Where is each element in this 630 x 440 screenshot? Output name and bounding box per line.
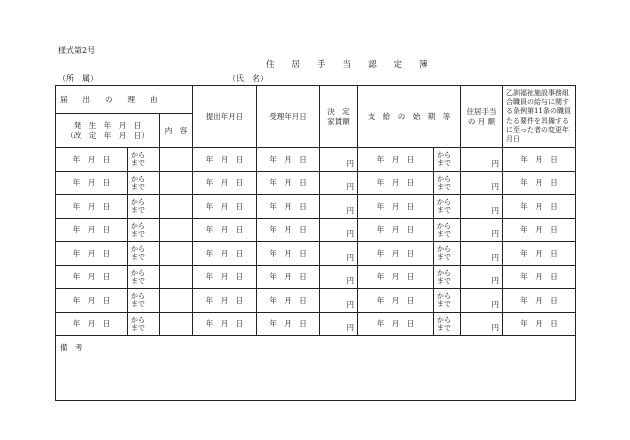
from-label: から: [131, 268, 145, 277]
date-placeholder: 年 月 日: [376, 272, 415, 282]
date-placeholder: 年 月 日: [205, 295, 244, 305]
until-label: まで: [437, 323, 452, 332]
occurrence-date-cell[interactable]: [56, 171, 128, 195]
content-cell[interactable]: [160, 171, 193, 195]
date-placeholder: 年 月 日: [269, 178, 307, 188]
payment-start-date-cell[interactable]: [358, 218, 434, 242]
yen-unit: 円: [491, 158, 500, 168]
yen-unit: 円: [346, 299, 355, 309]
submission-date-header: 提出年月日: [193, 86, 257, 148]
payment-start-header: 支 給 の 始 期 等: [358, 86, 461, 148]
yen-unit: 円: [346, 205, 355, 215]
date-placeholder: 年 月 日: [376, 319, 415, 329]
rent-amount-cell[interactable]: [320, 195, 358, 219]
until-label: まで: [131, 300, 145, 309]
from-label: から: [131, 292, 145, 301]
submission-date-cell[interactable]: [193, 148, 257, 172]
processing-date-header: 受理年月日: [257, 86, 320, 148]
change-date-cell[interactable]: [503, 242, 576, 266]
content-cell[interactable]: [160, 148, 193, 172]
title-char: 住: [266, 60, 275, 70]
date-placeholder: 年 月 日: [205, 154, 244, 164]
until-label: まで: [131, 229, 145, 238]
submission-date-cell[interactable]: [193, 195, 257, 219]
table-row: [56, 195, 576, 219]
date-placeholder: 年 月 日: [205, 178, 244, 188]
remarks-label: 備 考: [60, 343, 83, 352]
change-date-cell[interactable]: [503, 195, 576, 219]
submission-date-cell[interactable]: [193, 171, 257, 195]
table-row: [56, 312, 576, 336]
payment-period-cell[interactable]: [434, 218, 461, 242]
occurrence-date-cell[interactable]: [56, 218, 128, 242]
until-label: まで: [437, 182, 452, 191]
revision-date-label: （改 定 年 月 日）: [66, 130, 149, 140]
submission-date-cell[interactable]: [193, 312, 257, 336]
from-label: から: [437, 292, 452, 301]
content-cell[interactable]: [160, 195, 193, 219]
payment-start-date-cell[interactable]: [358, 312, 434, 336]
title-char: 居: [291, 60, 301, 70]
submission-date-cell[interactable]: [193, 218, 257, 242]
until-label: まで: [437, 276, 452, 285]
content-cell[interactable]: [160, 265, 193, 289]
change-date-cell[interactable]: [503, 171, 576, 195]
date-placeholder: 年 月 日: [269, 295, 307, 305]
date-placeholder: 年 月 日: [520, 225, 558, 235]
from-label: から: [437, 315, 452, 324]
period-cell[interactable]: [128, 195, 160, 219]
date-placeholder: 年 月 日: [72, 272, 111, 282]
date-placeholder: 年 月 日: [72, 201, 111, 211]
date-placeholder: 年 月 日: [269, 248, 307, 258]
date-placeholder: 年 月 日: [520, 154, 558, 164]
payment-start-date-cell[interactable]: [358, 195, 434, 219]
date-placeholder: 年 月 日: [520, 178, 558, 188]
date-placeholder: 年 月 日: [269, 201, 307, 211]
title-char: 当: [342, 60, 352, 70]
affiliation-label: （所 属）: [58, 74, 98, 83]
yen-unit: 円: [346, 158, 355, 168]
from-label: から: [437, 198, 452, 207]
yen-unit: 円: [491, 229, 500, 238]
from-label: から: [131, 221, 145, 230]
rent-amount-cell[interactable]: [320, 242, 358, 266]
until-label: まで: [131, 276, 145, 285]
date-placeholder: 年 月 日: [269, 225, 307, 235]
table-row: [56, 148, 576, 172]
until-label: まで: [437, 253, 452, 262]
table-row: [56, 265, 576, 289]
occurrence-date-cell[interactable]: [56, 195, 128, 219]
submission-date-cell[interactable]: [193, 242, 257, 266]
from-label: から: [131, 198, 145, 207]
date-placeholder: 年 月 日: [376, 201, 415, 211]
change-date-cell[interactable]: [503, 148, 576, 172]
payment-period-cell[interactable]: [434, 289, 461, 313]
date-placeholder: 年 月 日: [520, 248, 558, 258]
date-placeholder: 年 月 日: [205, 225, 244, 235]
rent-amount-cell[interactable]: [320, 289, 358, 313]
occurrence-date-cell[interactable]: [56, 289, 128, 313]
until-label: まで: [437, 159, 452, 168]
from-label: から: [131, 245, 145, 254]
date-placeholder: 年 月 日: [72, 295, 111, 305]
period-cell[interactable]: [128, 242, 160, 266]
submission-date-cell[interactable]: [193, 289, 257, 313]
until-label: まで: [437, 300, 452, 309]
allowance-amount-cell[interactable]: [461, 265, 503, 289]
payment-start-date-cell[interactable]: [358, 148, 434, 172]
table-row: [56, 218, 576, 242]
from-label: から: [131, 151, 145, 160]
period-cell[interactable]: [128, 218, 160, 242]
period-cell[interactable]: [128, 312, 160, 336]
content-cell[interactable]: [160, 218, 193, 242]
period-cell[interactable]: [128, 171, 160, 195]
allowance-amount-cell[interactable]: [461, 171, 503, 195]
from-label: から: [437, 245, 452, 254]
submission-date-cell[interactable]: [193, 265, 257, 289]
until-label: まで: [131, 253, 145, 262]
payment-period-cell[interactable]: [434, 242, 461, 266]
date-placeholder: 年 月 日: [72, 178, 111, 188]
allowance-amount-cell[interactable]: [461, 218, 503, 242]
yen-unit: 円: [491, 252, 500, 262]
allowance-amount-cell[interactable]: [461, 242, 503, 266]
processing-date-cell[interactable]: [257, 218, 320, 242]
date-placeholder: 年 月 日: [72, 319, 111, 329]
form-title: [266, 61, 445, 70]
change-date-header: 乙訓福祉施設事務組合職員の給与に関する条例第11条の職員たる要件を具備するに至った者の変更年月日: [503, 86, 576, 148]
date-placeholder: 年 月 日: [520, 201, 558, 211]
until-label: まで: [131, 206, 145, 215]
date-placeholder: 年 月 日: [269, 319, 307, 329]
occurrence-date-cell[interactable]: [56, 242, 128, 266]
yen-unit: 円: [346, 276, 355, 285]
change-date-cell[interactable]: [503, 312, 576, 336]
occurrence-date-cell[interactable]: [56, 312, 128, 336]
from-label: から: [437, 174, 452, 183]
determined-rent-header: 決 定 家賃額: [320, 86, 358, 148]
title-char: 手: [317, 60, 326, 70]
date-placeholder: 年 月 日: [205, 201, 244, 211]
processing-date-cell[interactable]: [257, 312, 320, 336]
allowance-register-table: [55, 85, 576, 401]
date-placeholder: 年 月 日: [269, 272, 307, 282]
yen-unit: 円: [346, 252, 355, 262]
processing-date-cell[interactable]: [257, 242, 320, 266]
period-cell[interactable]: [128, 289, 160, 313]
occurrence-date-label: 発 生 年 月 日: [73, 121, 142, 131]
date-placeholder: 年 月 日: [376, 248, 415, 258]
from-label: から: [437, 268, 452, 277]
payment-start-date-cell[interactable]: [358, 242, 434, 266]
date-placeholder: 年 月 日: [376, 295, 415, 305]
monthly-allowance-header: 住居手当 の 月 額: [461, 86, 503, 148]
allowance-amount-cell[interactable]: [461, 148, 503, 172]
occurrence-date-cell[interactable]: [56, 265, 128, 289]
date-placeholder: 年 月 日: [205, 319, 244, 329]
from-label: から: [131, 315, 145, 324]
yen-unit: 円: [491, 276, 500, 285]
from-label: から: [437, 151, 452, 160]
table-row: [56, 242, 576, 266]
processing-date-cell[interactable]: [257, 195, 320, 219]
rent-amount-cell[interactable]: [320, 312, 358, 336]
content-header: 内 容: [160, 114, 193, 148]
date-placeholder: 年 月 日: [205, 248, 244, 258]
content-cell[interactable]: [160, 312, 193, 336]
processing-date-cell[interactable]: [257, 148, 320, 172]
name-label: （氏 名）: [228, 74, 268, 83]
allowance-amount-cell[interactable]: [461, 312, 503, 336]
allowance-amount-cell[interactable]: [461, 195, 503, 219]
occurrence-date-header: [56, 114, 160, 148]
allowance-amount-cell[interactable]: [461, 289, 503, 313]
date-placeholder: 年 月 日: [520, 295, 558, 305]
payment-start-date-cell[interactable]: [358, 171, 434, 195]
yen-unit: 円: [491, 323, 500, 332]
processing-date-cell[interactable]: [257, 171, 320, 195]
date-placeholder: 年 月 日: [72, 154, 111, 164]
payment-start-date-cell[interactable]: [358, 289, 434, 313]
content-cell[interactable]: [160, 289, 193, 313]
form-number: 様式第2号: [58, 46, 96, 55]
change-date-cell[interactable]: [503, 289, 576, 313]
date-placeholder: 年 月 日: [269, 154, 307, 164]
table-row: [56, 289, 576, 313]
yen-unit: 円: [346, 182, 355, 191]
period-cell[interactable]: [128, 148, 160, 172]
rent-amount-cell[interactable]: [320, 148, 358, 172]
from-label: から: [437, 221, 452, 230]
change-date-cell[interactable]: [503, 218, 576, 242]
payment-period-cell[interactable]: [434, 148, 461, 172]
yen-unit: 円: [491, 182, 500, 191]
yen-unit: 円: [491, 205, 500, 215]
processing-date-cell[interactable]: [257, 265, 320, 289]
rent-amount-cell[interactable]: [320, 218, 358, 242]
payment-period-cell[interactable]: [434, 171, 461, 195]
until-label: まで: [131, 182, 145, 191]
remarks-cell: [56, 336, 576, 401]
occurrence-date-cell[interactable]: [56, 148, 128, 172]
payment-period-cell[interactable]: [434, 195, 461, 219]
table-row: [56, 171, 576, 195]
until-label: まで: [131, 159, 145, 168]
content-cell[interactable]: [160, 242, 193, 266]
date-placeholder: 年 月 日: [376, 178, 415, 188]
payment-period-cell[interactable]: [434, 265, 461, 289]
date-placeholder: 年 月 日: [205, 272, 244, 282]
payment-period-cell[interactable]: [434, 312, 461, 336]
until-label: まで: [131, 323, 145, 332]
yen-unit: 円: [346, 323, 355, 332]
period-cell[interactable]: [128, 265, 160, 289]
title-char: 認: [368, 60, 377, 70]
yen-unit: 円: [491, 299, 500, 309]
date-placeholder: 年 月 日: [72, 225, 111, 235]
date-placeholder: 年 月 日: [520, 272, 558, 282]
rent-amount-cell[interactable]: [320, 171, 358, 195]
date-placeholder: 年 月 日: [376, 154, 415, 164]
reason-header: 届 出 の 理 由: [56, 86, 193, 114]
payment-start-date-cell[interactable]: [358, 265, 434, 289]
rent-amount-cell[interactable]: [320, 265, 358, 289]
change-date-cell[interactable]: [503, 265, 576, 289]
title-char: 定: [393, 60, 403, 70]
from-label: から: [131, 174, 145, 183]
date-placeholder: 年 月 日: [376, 225, 415, 235]
processing-date-cell[interactable]: [257, 289, 320, 313]
until-label: まで: [437, 206, 452, 215]
until-label: まで: [437, 229, 452, 238]
title-char: 簿: [419, 60, 428, 70]
date-placeholder: 年 月 日: [520, 319, 558, 329]
yen-unit: 円: [346, 229, 355, 238]
date-placeholder: 年 月 日: [72, 248, 111, 258]
